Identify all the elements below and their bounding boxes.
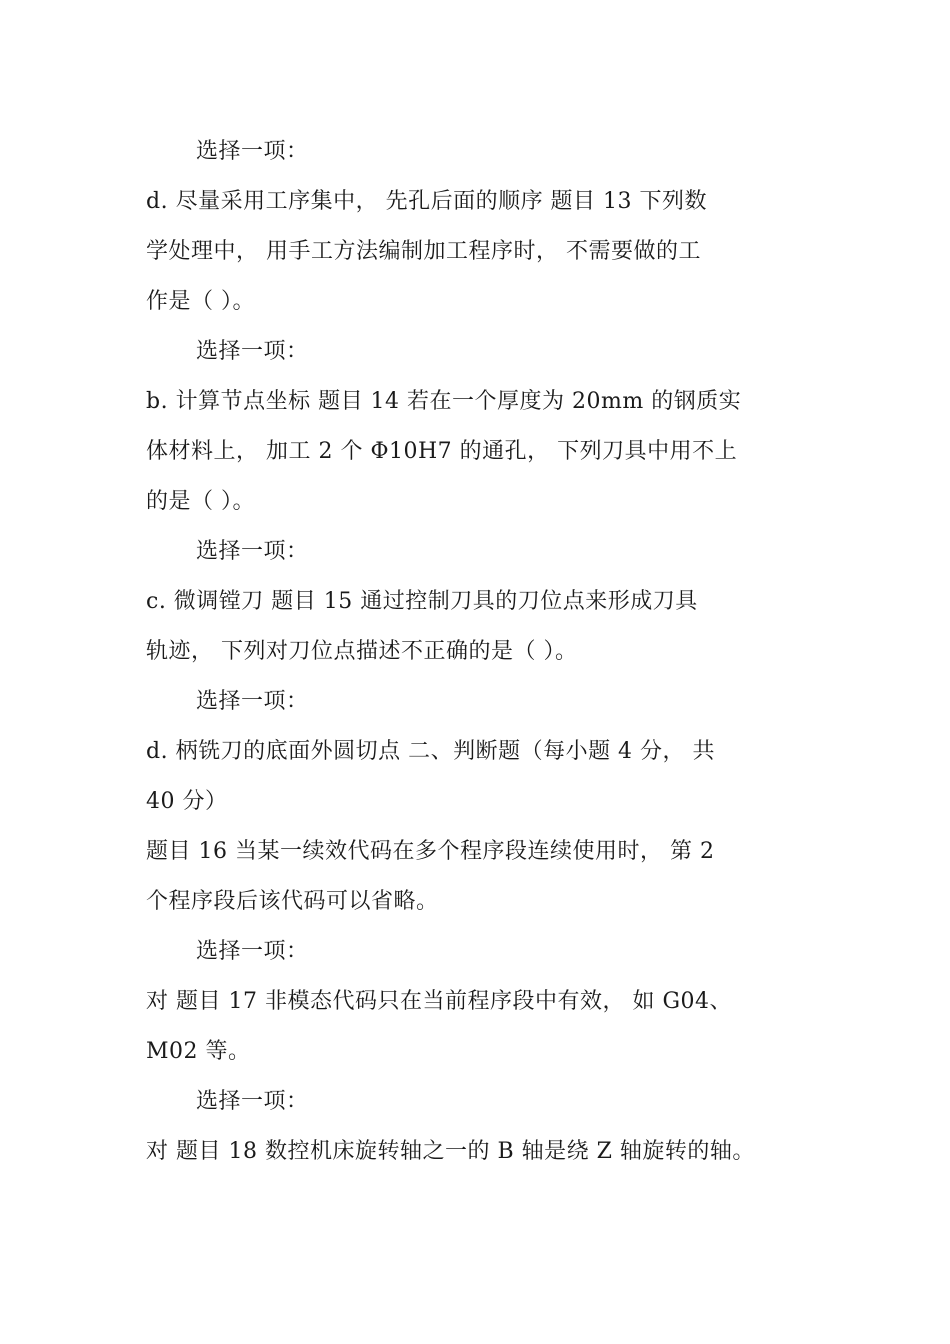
text-line: 学处理中， 用手工方法编制加工程序时， 不需要做的工: [146, 239, 701, 264]
option-prompt: 选择一项：: [196, 689, 309, 714]
text-line: d. 柄铣刀的底面外圆切点 二、判断题（每小题 4 分， 共: [146, 739, 716, 764]
option-prompt: 选择一项：: [196, 1089, 309, 1114]
text-line: 个程序段后该代码可以省略。: [146, 889, 439, 914]
option-prompt: 选择一项：: [196, 339, 309, 364]
text-line: 对 题目 18 数控机床旋转轴之一的 B 轴是绕 Z 轴旋转的轴。: [146, 1139, 755, 1164]
document-body: [146, 127, 811, 1177]
option-prompt: 选择一项：: [196, 539, 309, 564]
option-prompt: 选择一项：: [196, 939, 309, 964]
text-line: M02 等。: [146, 1039, 251, 1064]
text-line: 对 题目 17 非模态代码只在当前程序段中有效， 如 G04、: [146, 989, 733, 1014]
text-line: d. 尽量采用工序集中， 先孔后面的顺序 题目 13 下列数: [146, 189, 708, 214]
text-line: c. 微调镗刀 题目 15 通过控制刀具的刀位点来形成刀具: [146, 589, 698, 614]
text-line: 轨迹， 下列对刀位点描述不正确的是（ ）。: [146, 639, 578, 664]
text-line: 40 分）: [146, 789, 228, 814]
option-prompt: 选择一项：: [196, 139, 309, 164]
text-line: 的是（ ）。: [146, 489, 255, 514]
text-line: 体材料上， 加工 2 个 Φ10H7 的通孔， 下列刀具中用不上: [146, 439, 738, 464]
text-line: 作是（ ）。: [146, 289, 255, 314]
text-line: 题目 16 当某一续效代码在多个程序段连续使用时， 第 2: [146, 839, 715, 864]
text-line: b. 计算节点坐标 题目 14 若在一个厚度为 20mm 的钢质实: [146, 389, 742, 414]
